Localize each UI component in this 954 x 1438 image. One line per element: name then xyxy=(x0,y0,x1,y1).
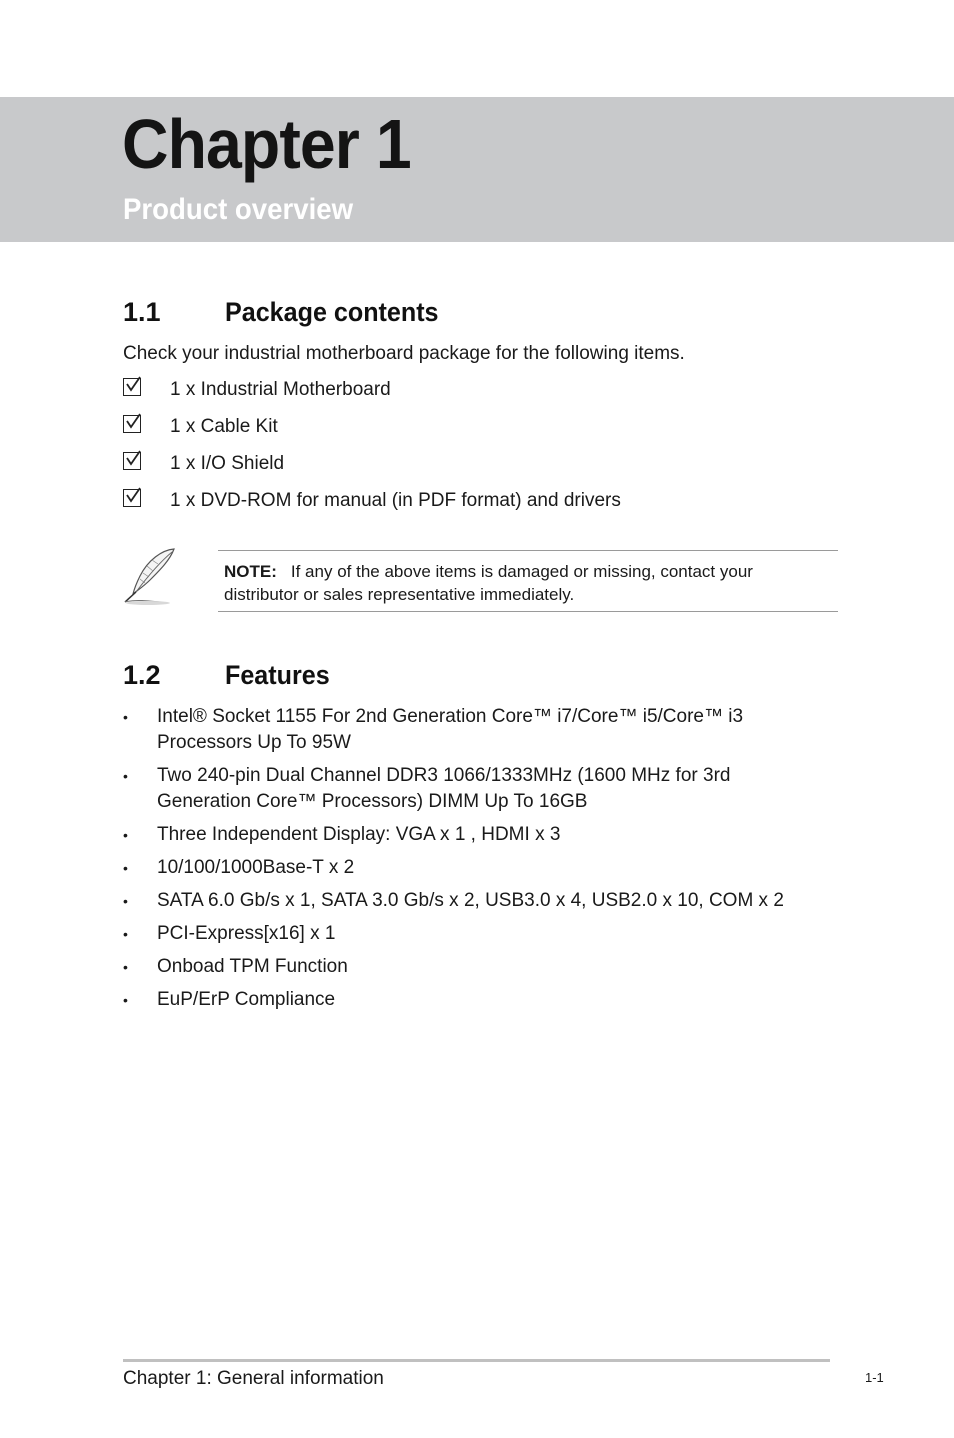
list-item xyxy=(123,822,823,848)
list-item xyxy=(123,855,823,881)
bullet: • xyxy=(123,926,128,942)
list-item xyxy=(123,763,823,815)
bullet: • xyxy=(123,959,128,975)
item-text: 1 x Cable Kit xyxy=(170,416,278,437)
feature-text: EuP/ErP Compliance xyxy=(157,989,336,1010)
feature-text: SATA 6.0 Gb/s x 1, SATA 3.0 Gb/s x 2, USB3.0 x 4, USB2.0 x 10, COM x 2 xyxy=(157,890,784,911)
features-list xyxy=(123,704,823,1020)
bullet: • xyxy=(123,768,128,784)
bullet: • xyxy=(123,709,128,725)
feature-text: PCI-Express[x16] x 1 xyxy=(157,923,336,944)
feature-text: Three Independent Display: VGA x 1 , HDMI x 3 xyxy=(157,824,561,845)
feature-text: 10/100/1000Base-T x 2 xyxy=(157,857,355,878)
bullet: • xyxy=(123,893,128,909)
section-heading-package-contents xyxy=(123,296,455,328)
bullet: • xyxy=(123,860,128,876)
package-intro: Check your industrial motherboard package for the following items. xyxy=(123,343,685,364)
feature-text: Intel® Socket 1155 For 2nd Generation Core™ i7/Core™ i5/Core™ i3 Processors Up To 95W xyxy=(157,706,744,753)
bullet: • xyxy=(123,992,128,1008)
checkbox-checked-icon xyxy=(123,489,141,507)
checkbox-checked-icon xyxy=(123,378,141,396)
item-text: 1 x DVD-ROM for manual (in PDF format) and drivers xyxy=(170,490,621,511)
section-heading-features xyxy=(123,659,338,691)
note-box xyxy=(218,550,838,612)
feather-pen-icon xyxy=(122,546,180,606)
section-title: Package contents xyxy=(225,297,439,327)
note-label: NOTE: xyxy=(224,562,277,581)
footer-divider xyxy=(123,1359,830,1362)
section-number: 1.2 xyxy=(123,660,161,690)
list-item xyxy=(123,888,823,914)
chapter-title: Chapter 1 xyxy=(122,105,411,183)
footer-chapter-label: Chapter 1: General information xyxy=(123,1368,384,1389)
item-text: 1 x I/O Shield xyxy=(170,453,285,474)
section-number: 1.1 xyxy=(123,297,161,327)
list-item xyxy=(123,921,823,947)
item-text: 1 x Industrial Motherboard xyxy=(170,379,391,400)
note-body: If any of the above items is damaged or missing, contact your distributor or sales representative immediately. xyxy=(224,562,753,604)
checkbox-checked-icon xyxy=(123,415,141,433)
section-title: Features xyxy=(225,660,330,690)
chapter-subtitle: Product overview xyxy=(123,193,354,226)
feature-text: Onboad TPM Function xyxy=(157,956,348,977)
list-item xyxy=(123,954,823,980)
note-text xyxy=(224,560,824,606)
page-number: 1-1 xyxy=(865,1370,884,1385)
feature-text: Two 240-pin Dual Channel DDR3 1066/1333MHz (1600 MHz for 3rd Generation Core™ Processors) DIMM Up To 16GB xyxy=(157,765,731,812)
list-item xyxy=(123,987,823,1013)
checkbox-checked-icon xyxy=(123,452,141,470)
list-item xyxy=(123,704,823,756)
bullet: • xyxy=(123,827,128,843)
